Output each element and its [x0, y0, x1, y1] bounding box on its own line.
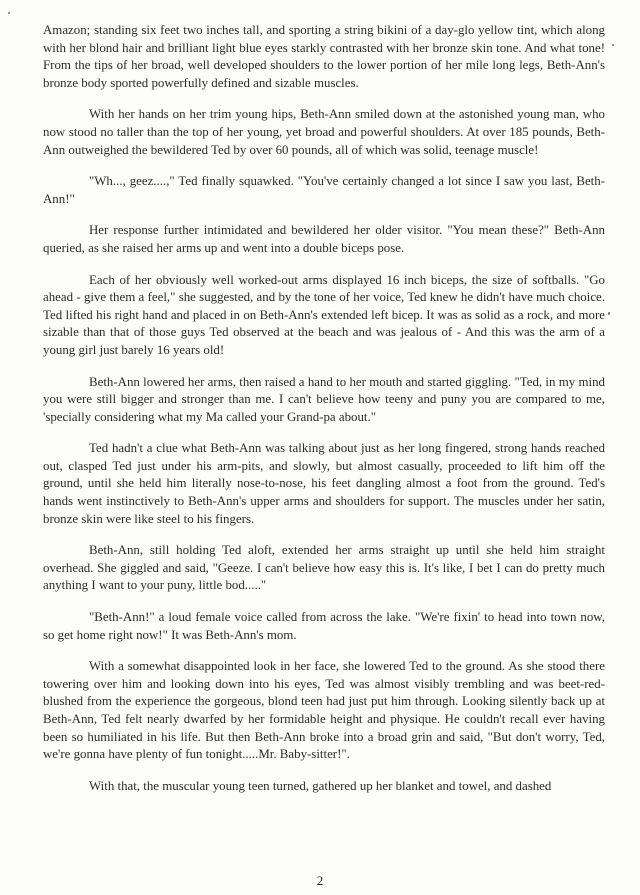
paragraph-4: Her response further intimidated and bewildered her older visitor. "You mean these?" Beth-Ann queried, as she raised her arms up and went into a double biceps pose.: [43, 223, 605, 255]
paragraph-5: Each of her obviously well worked-out arms displayed 16 inch biceps, the size of softballs. "Go ahead - give them a feel," she suggested, and by the tone of her voice, Ted knew he didn't have much choice. Ted lifted his right hand and placed in on Beth-Ann's extended left bicep. It was as solid as a rock, and more sizable than that of those guys Ted observed at the beach and was jealous of - And this was the arm of a young girl just barely 16 years old!: [43, 272, 605, 357]
paragraph-7: Ted hadn't a clue what Beth-Ann was talking about just as her long fingered, strong hands reached out, clasped Ted just under his arm-pits, and slowly, but almost casually, proceeded to lift him off the ground, until she held him literally nose-to-nose, his feet dangling almost a foot from the ground. Ted's hands went instinctively to Beth-Ann's upper arms and shoulders for support. The muscles under her satin, bronze skin were like steel to his fingers.: [43, 441, 605, 526]
paragraph-1: Amazon; standing six feet two inches tall, and sporting a string bikini of a day-glo yellow tint, which along with her blond hair and brilliant light blue eyes starkly contrasted with her bronze skin tone. And what tone! From the tips of her broad, well developed shoulders to the lower portion of her mile long legs, Beth-Ann's bronze body sported powerfully defined and sizable muscles.: [43, 23, 605, 90]
paragraph-10: With a somewhat disappointed look in her face, she lowered Ted to the ground. As she stood there towering over him and looking down into his eyes, Ted was almost visibly trembling and was beet-red-blushed from the experience the gorgeous, blond teen had just put him through. Looking silently back up at Beth-Ann, Ted felt nearly dwarfed by her formidable height and physique. He couldn't recall ever having been so humiliated in his life. But then Beth-Ann broke into a broad grin and said, "But don't worry, Ted, we're gonna have plenty of fun tonight.....Mr. Baby-sitter!".: [43, 659, 605, 762]
paragraph-6: Beth-Ann lowered her arms, then raised a hand to her mouth and started giggling. "Ted, in my mind you were still bigger and stronger than me. I can't believe how teeny and puny you are compared to me, 'specially considering what my Ma called your Grand-pa about.": [43, 374, 605, 424]
paragraph-8: Beth-Ann, still holding Ted aloft, extended her arms straight up until she held him straight overhead. She giggled and said, "Geeze. I can't believe how easy this is. It's like, I bet I can do pretty much anything I want to your puny, little bod.....": [43, 543, 605, 593]
body-text: [43, 22, 605, 809]
page-number: 2: [316, 873, 324, 888]
paragraph-11: With that, the muscular young teen turned, gathered up her blanket and towel, and dashed: [89, 778, 552, 793]
paragraph-3: "Wh..., geez....," Ted finally squawked. "You've certainly changed a lot since I saw you last, Beth-Ann!": [43, 174, 605, 206]
scan-speck: [8, 12, 10, 14]
scan-speck: [608, 312, 610, 315]
scan-speck: [612, 44, 614, 46]
paragraph-2: With her hands on her trim young hips, Beth-Ann smiled down at the astonished young man, who now stood no taller than the top of her young, yet broad and powerful shoulders. At over 185 pounds, Beth-Ann outweighed the bewildered Ted by over 60 pounds, all of which was solid, teenage muscle!: [43, 107, 605, 157]
paragraph-9: "Beth-Ann!" a loud female voice called from across the lake. "We're fixin' to head into town now, so get home right now!" It was Beth-Ann's mom.: [43, 610, 605, 642]
